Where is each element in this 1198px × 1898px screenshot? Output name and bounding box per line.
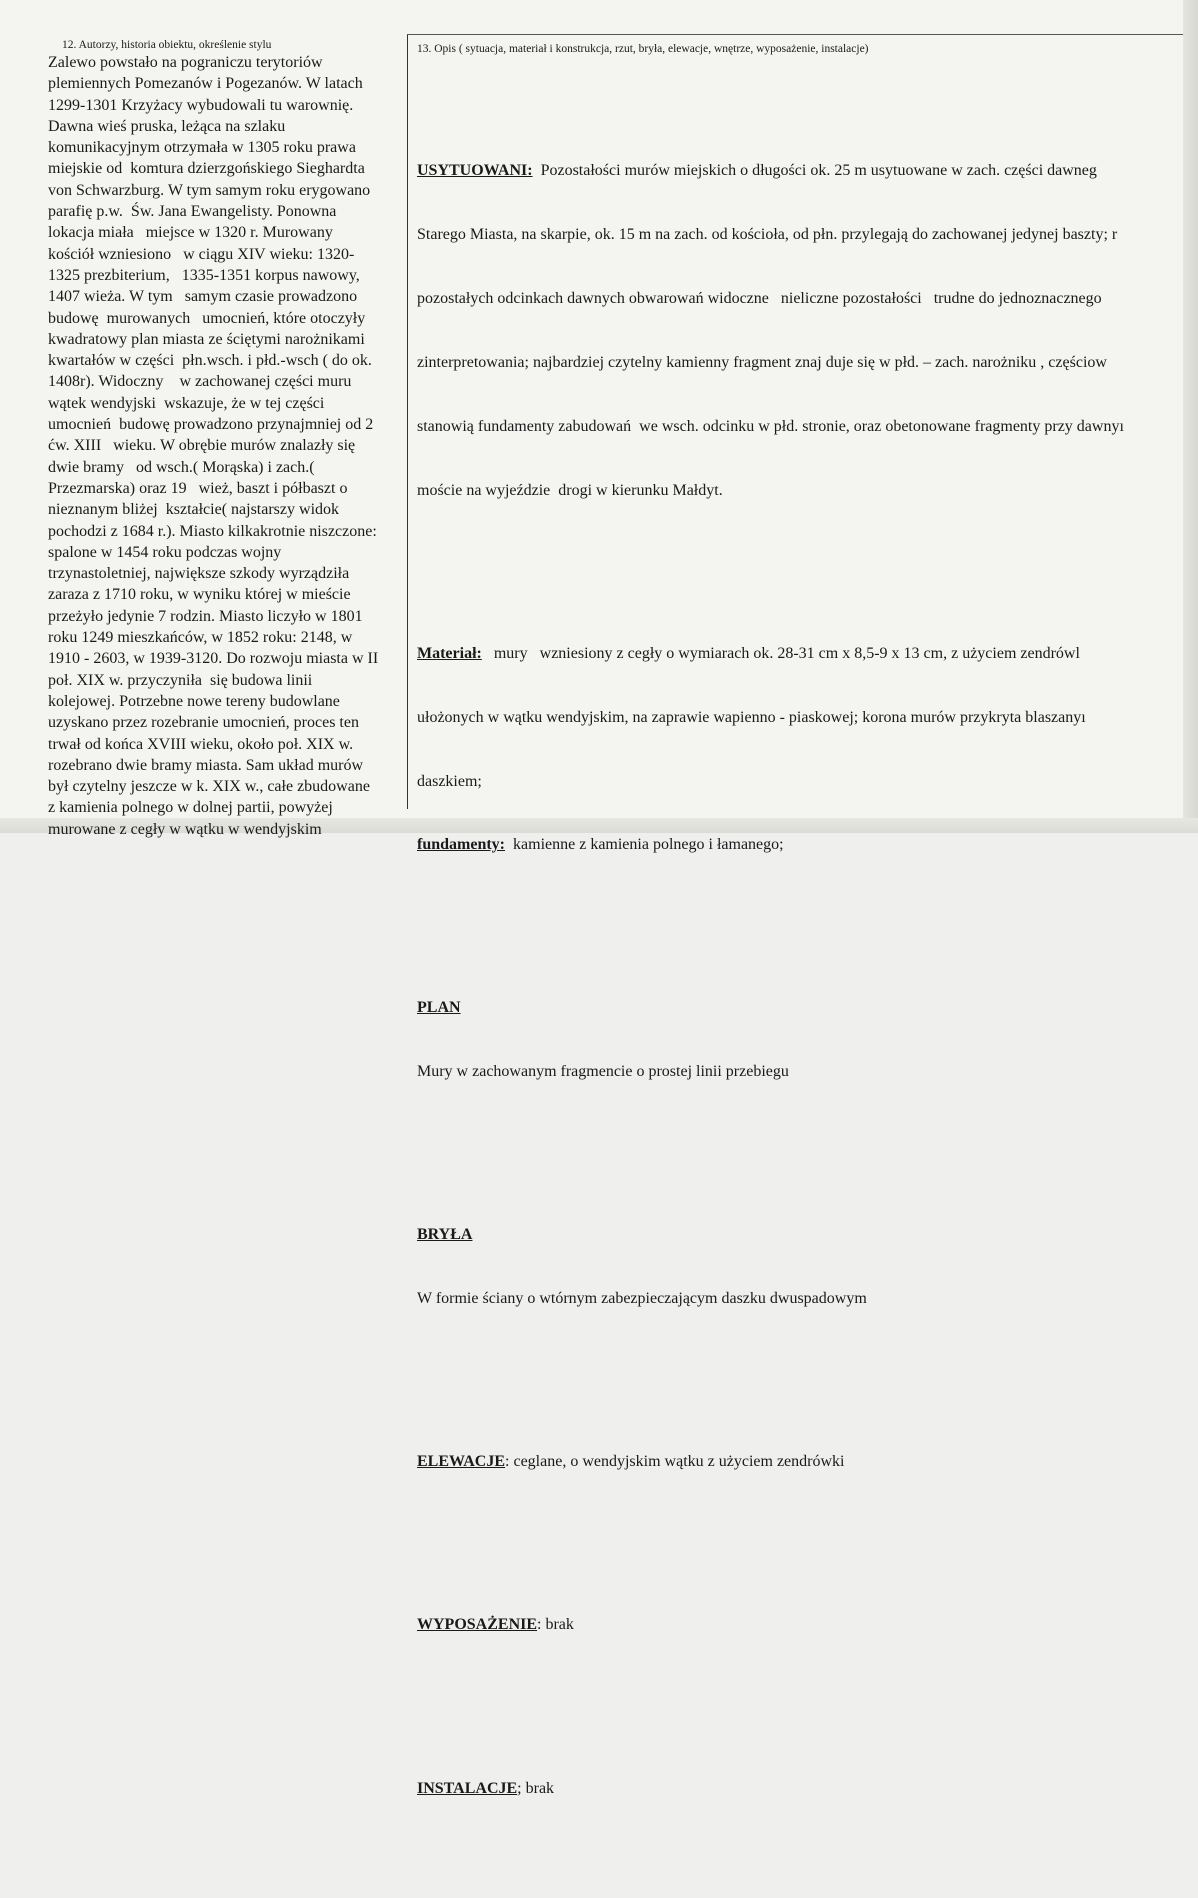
history-line: był czytelny jeszcze w k. XIX w., całe zbudowane xyxy=(48,778,370,796)
history-line: spalone w 1454 roku podczas wojny xyxy=(48,543,282,561)
history-line: 1910 - 2603, w 1939-3120. Do rozwoju miasta w II xyxy=(48,650,379,668)
usytuowanie-line: Starego Miasta, na skarpie, ok. 15 m na zach. od kościoła, od płn. przylegają do zachowanej jedynej baszty; r xyxy=(417,226,1118,244)
history-line: von Schwarzburg. W tym samym roku erygowano xyxy=(48,181,371,199)
usytuowanie-line: pozostałych odcinkach dawnych obwarowań widoczne nieliczne pozostałości trudne do jednoznacznego xyxy=(417,289,1102,307)
history-text xyxy=(48,52,408,840)
section-instalacje xyxy=(417,1735,1183,1841)
usytuowanie-line: zinterpretowania; najbardziej czytelny kamienny fragment znaj duje się w płd. – zach. narożniku , częściow xyxy=(417,353,1107,371)
fundamenty-label: fundamenty: xyxy=(417,836,506,854)
history-line: murowane z cegły w wątku w wendyjskim xyxy=(48,820,322,838)
instalacje-label: INSTALACJE xyxy=(417,1779,518,1797)
section-material xyxy=(417,600,1183,898)
history-line: komunikacyjnym otrzymała w 1305 roku prawa xyxy=(48,139,356,157)
history-line: zaraza z 1710 roku, w wyniku której w mieście xyxy=(48,586,351,604)
history-line: ćw. XIII wieku. W obrębie murów znalazły się xyxy=(48,437,356,455)
history-line: roku 1249 mieszkańców, w 1852 roku: 2148, w xyxy=(48,629,353,647)
material-line: daszkiem; xyxy=(417,772,482,790)
usytuowanie-line: moście na wyjeździe drogi w kierunku Małdyt. xyxy=(417,481,723,499)
history-line: kolejowej. Potrzebne nowe tereny budowlane xyxy=(48,692,340,710)
history-line: parafię p.w. Św. Jana Ewangelisty. Ponowna xyxy=(48,203,337,221)
history-line: trwał od końca XVIII wieku, około poł. XIX w. xyxy=(48,735,354,753)
history-line: 1407 wieża. W tym samym czasie prowadzono xyxy=(48,288,358,306)
section-usytuowanie xyxy=(417,118,1183,544)
instalacje-text: ; brak xyxy=(517,1779,555,1797)
history-line: przeżyło jedynie 7 rodzin. Miasto liczyło w 1801 xyxy=(48,607,363,625)
history-line: rozebrano dwie bramy miasta. Sam układ murów xyxy=(48,756,364,774)
elewacje-line xyxy=(417,1451,1183,1472)
history-line: miejskie od komtura dzierzgońskiego Sieghardta xyxy=(48,160,365,178)
history-heading: 12. Autorzy, historia obiektu, określenie stylu xyxy=(62,39,272,51)
section-wyposazenie xyxy=(417,1572,1183,1678)
section-elewacje xyxy=(417,1409,1183,1515)
history-line: nieznanym bliżej kształcie( najstarszy widok xyxy=(48,501,340,519)
usytuowanie-label: USYTUOWANI: xyxy=(417,162,533,180)
history-line: umocnień budowę prowadzono przynajmniej od 2 xyxy=(48,416,374,434)
history-line: kościół wzniesiono w ciągu XIV wieku: 1320- xyxy=(48,245,355,263)
usytuowanie-line: stanowią fundamenty zabudowań we wsch. odcinku w płd. stronie, oraz obetonowane fragmenty przy dawnyı xyxy=(417,417,1124,435)
material-label: Materiał: xyxy=(417,644,482,662)
history-line: z kamienia polnego w dolnej partii, powyżej xyxy=(48,799,333,817)
instalacje-line xyxy=(417,1778,1183,1799)
fundamenty-text: kamienne z kamienia polnego i łamanego; xyxy=(505,836,784,854)
elewacje-label: ELEWACJE xyxy=(417,1453,506,1471)
description-body xyxy=(417,75,1183,1898)
history-line: 1325 prezbiterium, 1335-1351 korpus nawowy, xyxy=(48,266,360,284)
history-line: wątek wendyjski wskazuje, że w tej części xyxy=(48,394,325,412)
history-line: trzynastoletniej, największe szkody wyrządziła xyxy=(48,565,350,583)
history-column xyxy=(48,38,408,840)
history-line: Dawna wieś pruska, leżąca na szlaku xyxy=(48,117,286,135)
material-line: mury wzniesiony z cegły o wymiarach ok. 28-31 cm x 8,5-9 x 13 cm, z użyciem zendrówl xyxy=(481,644,1080,662)
wyposazenie-text: : brak xyxy=(537,1616,574,1634)
description-heading: 13. Opis ( sytuacja, materiał i konstrukcja, rzut, bryła, elewacje, wnętrze, wyposażenie, instalacje) xyxy=(417,43,869,55)
plan-label: PLAN xyxy=(417,999,461,1017)
history-line: poł. XIX w. przyczyniła się budowa linii xyxy=(48,671,313,689)
history-line: dwie bramy od wsch.( Morąska) i zach.( xyxy=(48,458,315,476)
history-line: budowę murowanych umocnień, które otoczyły xyxy=(48,309,366,327)
wyposazenie-line xyxy=(417,1614,1183,1635)
usytuowanie-line: Pozostałości murów miejskich o długości ok. 25 m usytuowane w zach. części dawneg xyxy=(532,162,1097,180)
history-line: kwartałów w części płn.wsch. i płd.-wsch ( do ok. xyxy=(48,352,372,370)
bryla-text: W formie ściany o wtórnym zabezpieczającym daszku dwuspadowym xyxy=(417,1290,867,1308)
history-line: uzyskano przez rozebranie umocnień, proces ten xyxy=(48,714,359,732)
history-line: lokacja miała miejsce w 1320 r. Murowany xyxy=(48,224,333,242)
history-line: Zalewo powstało na pograniczu terytoriów xyxy=(48,54,323,71)
history-line: kwadratowy plan miasta ze ściętymi narożnikami xyxy=(48,330,365,348)
section-bryla xyxy=(417,1182,1183,1352)
history-line: plemiennych Pomezanów i Pogezanów. W latach xyxy=(48,75,363,93)
material-line: ułożonych w wątku wendyjskim, na zaprawie wapienno - piaskowej; korona murów przykryta blaszanyı xyxy=(417,708,1086,726)
history-line: 1408r). Widoczny w zachowanej części muru xyxy=(48,373,352,391)
history-line: Przezmarska) oraz 19 wież, baszt i półbaszt o xyxy=(48,479,348,497)
plan-text: Mury w zachowanym fragmencie o prostej linii przebiegu xyxy=(417,1063,789,1081)
page-edge-right xyxy=(1183,0,1198,833)
history-line: 1299-1301 Krzyżacy wybudowali tu warownię. xyxy=(48,96,354,114)
section-plan xyxy=(417,955,1183,1125)
fundamenty-line xyxy=(417,834,1183,855)
elewacje-text: : ceglane, o wendyjskim wątku z użyciem zendrówki xyxy=(505,1453,845,1471)
wyposazenie-label: WYPOSAŻENIE xyxy=(417,1616,538,1634)
top-rule xyxy=(407,34,1183,35)
usytuowanie-first-line xyxy=(417,160,1183,181)
description-column xyxy=(417,42,1183,1898)
material-first-line xyxy=(417,643,1183,664)
history-line: pochodzi z 1684 r.). Miasto kilkakrotnie niszczone: xyxy=(48,522,377,540)
bryla-label: BRYŁA xyxy=(417,1226,473,1244)
